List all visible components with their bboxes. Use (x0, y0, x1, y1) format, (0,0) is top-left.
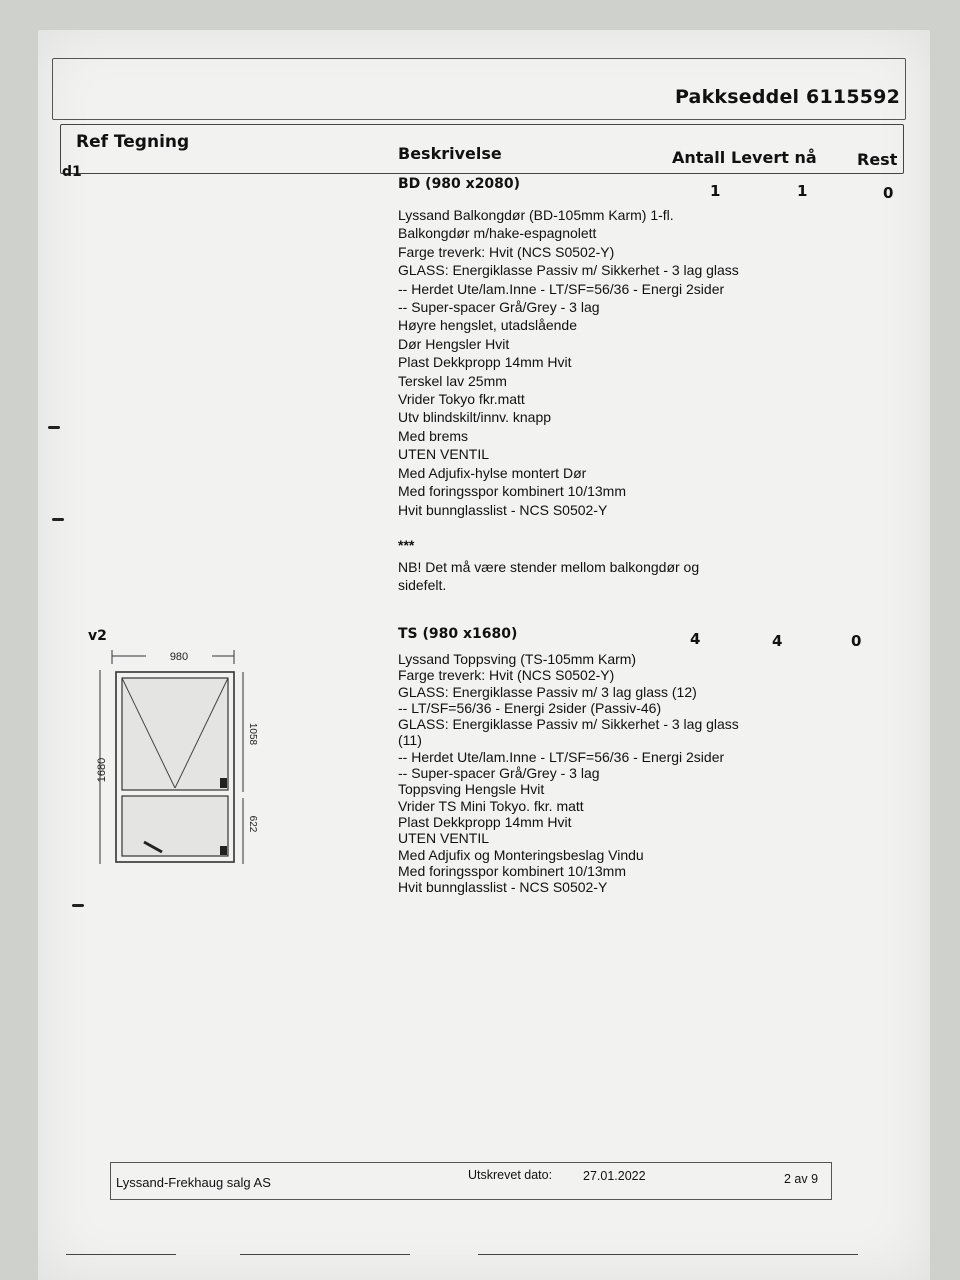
drawing-lower-height-label: 622 (247, 815, 258, 833)
item-antall: 1 (710, 182, 721, 200)
column-rest: Rest (857, 150, 898, 169)
footer-printed-label: Utskrevet dato: (468, 1168, 553, 1182)
item-note (398, 558, 699, 595)
description-line: Utv blindskilt/innv. knapp (398, 409, 552, 426)
item-ref: d1 (62, 164, 82, 180)
column-beskrivelse: Beskrivelse (398, 144, 502, 163)
description-line: Plast Dekkpropp 14mm Hvit (398, 813, 572, 830)
margin-mark (48, 426, 60, 429)
note-line: NB! Det må være stender mellom balkongdør og (398, 559, 700, 575)
margin-mark (52, 518, 64, 521)
footer-page-number: 2 av 9 (784, 1172, 819, 1186)
item-rest: 0 (851, 632, 862, 650)
description-line: -- Herdet Ute/lam.Inne - LT/SF=56/36 - Energi 2sider (398, 748, 725, 765)
description-line: -- Super-spacer Grå/Grey - 3 lag (398, 765, 600, 782)
description-line: GLASS: Energiklasse Passiv m/ 3 lag glass (12) (398, 683, 697, 700)
description-line: (11) (398, 732, 422, 749)
description-line: GLASS: Energiklasse Passiv m/ Sikkerhet - 3 lag glass (398, 716, 739, 733)
item-title: BD (980 x2080) (398, 176, 521, 192)
drawing-upper-height-label: 1058 (247, 722, 258, 746)
item-title: TS (980 x1680) (398, 626, 518, 642)
description-line: Lyssand Balkongdør (BD-105mm Karm) 1-fl. (398, 207, 674, 223)
description-line: GLASS: Energiklasse Passiv m/ Sikkerhet - 3 lag glass (398, 262, 739, 279)
footer-company: Lyssand-Frekhaug salg AS (116, 1175, 271, 1190)
description-line: UTEN VENTIL (398, 446, 490, 463)
description-line: Høyre hengslet, utadslående (398, 317, 577, 334)
note-line: sidefelt. (398, 577, 447, 594)
description-line: Terskel lav 25mm (398, 372, 507, 389)
drawing-height-label: 1680 (96, 757, 108, 783)
description-line: -- LT/SF=56/36 - Energi 2sider (Passiv-46) (398, 699, 662, 716)
description-line: UTEN VENTIL (398, 830, 490, 847)
description-line: Hvit bunnglasslist - NCS S0502-Y (398, 501, 608, 518)
bottom-rule (478, 1254, 858, 1255)
margin-mark (72, 904, 84, 907)
note-marker: *** (398, 537, 415, 553)
item-rest: 0 (883, 184, 894, 202)
document-title: Pakkseddel 6115592 (674, 86, 900, 108)
item-description (398, 651, 739, 895)
description-line: Med Adjufix-hylse montert Dør (398, 464, 587, 481)
description-line: -- Super-spacer Grå/Grey - 3 lag (398, 299, 600, 316)
item-antall: 4 (690, 630, 701, 648)
description-line: Lyssand Toppsving (TS-105mm Karm) (398, 651, 637, 667)
description-line: Vrider Tokyo fkr.matt (398, 391, 525, 408)
column-levert-na: Levert nå (731, 148, 817, 167)
description-line: Med foringsspor kombinert 10/13mm (398, 483, 626, 500)
description-line: Toppsving Hengsle Hvit (398, 781, 545, 798)
item-levert: 1 (797, 182, 808, 200)
description-line: Farge treverk: Hvit (NCS S0502-Y) (398, 243, 615, 260)
item-ref: v2 (88, 628, 107, 644)
description-line: Hvit bunnglasslist - NCS S0502-Y (398, 879, 608, 896)
column-antall: Antall (672, 148, 726, 167)
bottom-rule (240, 1254, 410, 1255)
description-line: Plast Dekkpropp 14mm Hvit (398, 354, 572, 371)
description-line: Med foringsspor kombinert 10/13mm (398, 862, 626, 879)
window-drawing (88, 642, 268, 872)
description-line: Vrider TS Mini Tokyo. fkr. matt (398, 797, 584, 814)
column-ref-tegning: Ref Tegning (76, 132, 190, 152)
footer-printed-date: 27.01.2022 (583, 1169, 646, 1183)
description-line: Farge treverk: Hvit (NCS S0502-Y) (398, 667, 615, 684)
description-line: Med brems (398, 427, 469, 444)
description-line: Dør Hengsler Hvit (398, 335, 510, 352)
drawing-width-label: 980 (169, 651, 189, 663)
item-description (398, 206, 739, 519)
bottom-rule (66, 1254, 176, 1255)
description-line: Med Adjufix og Monteringsbeslag Vindu (398, 846, 644, 863)
description-line: -- Herdet Ute/lam.Inne - LT/SF=56/36 - Energi 2sider (398, 280, 725, 297)
item-levert: 4 (772, 632, 783, 650)
description-line: Balkongdør m/hake-espagnolett (398, 225, 597, 242)
